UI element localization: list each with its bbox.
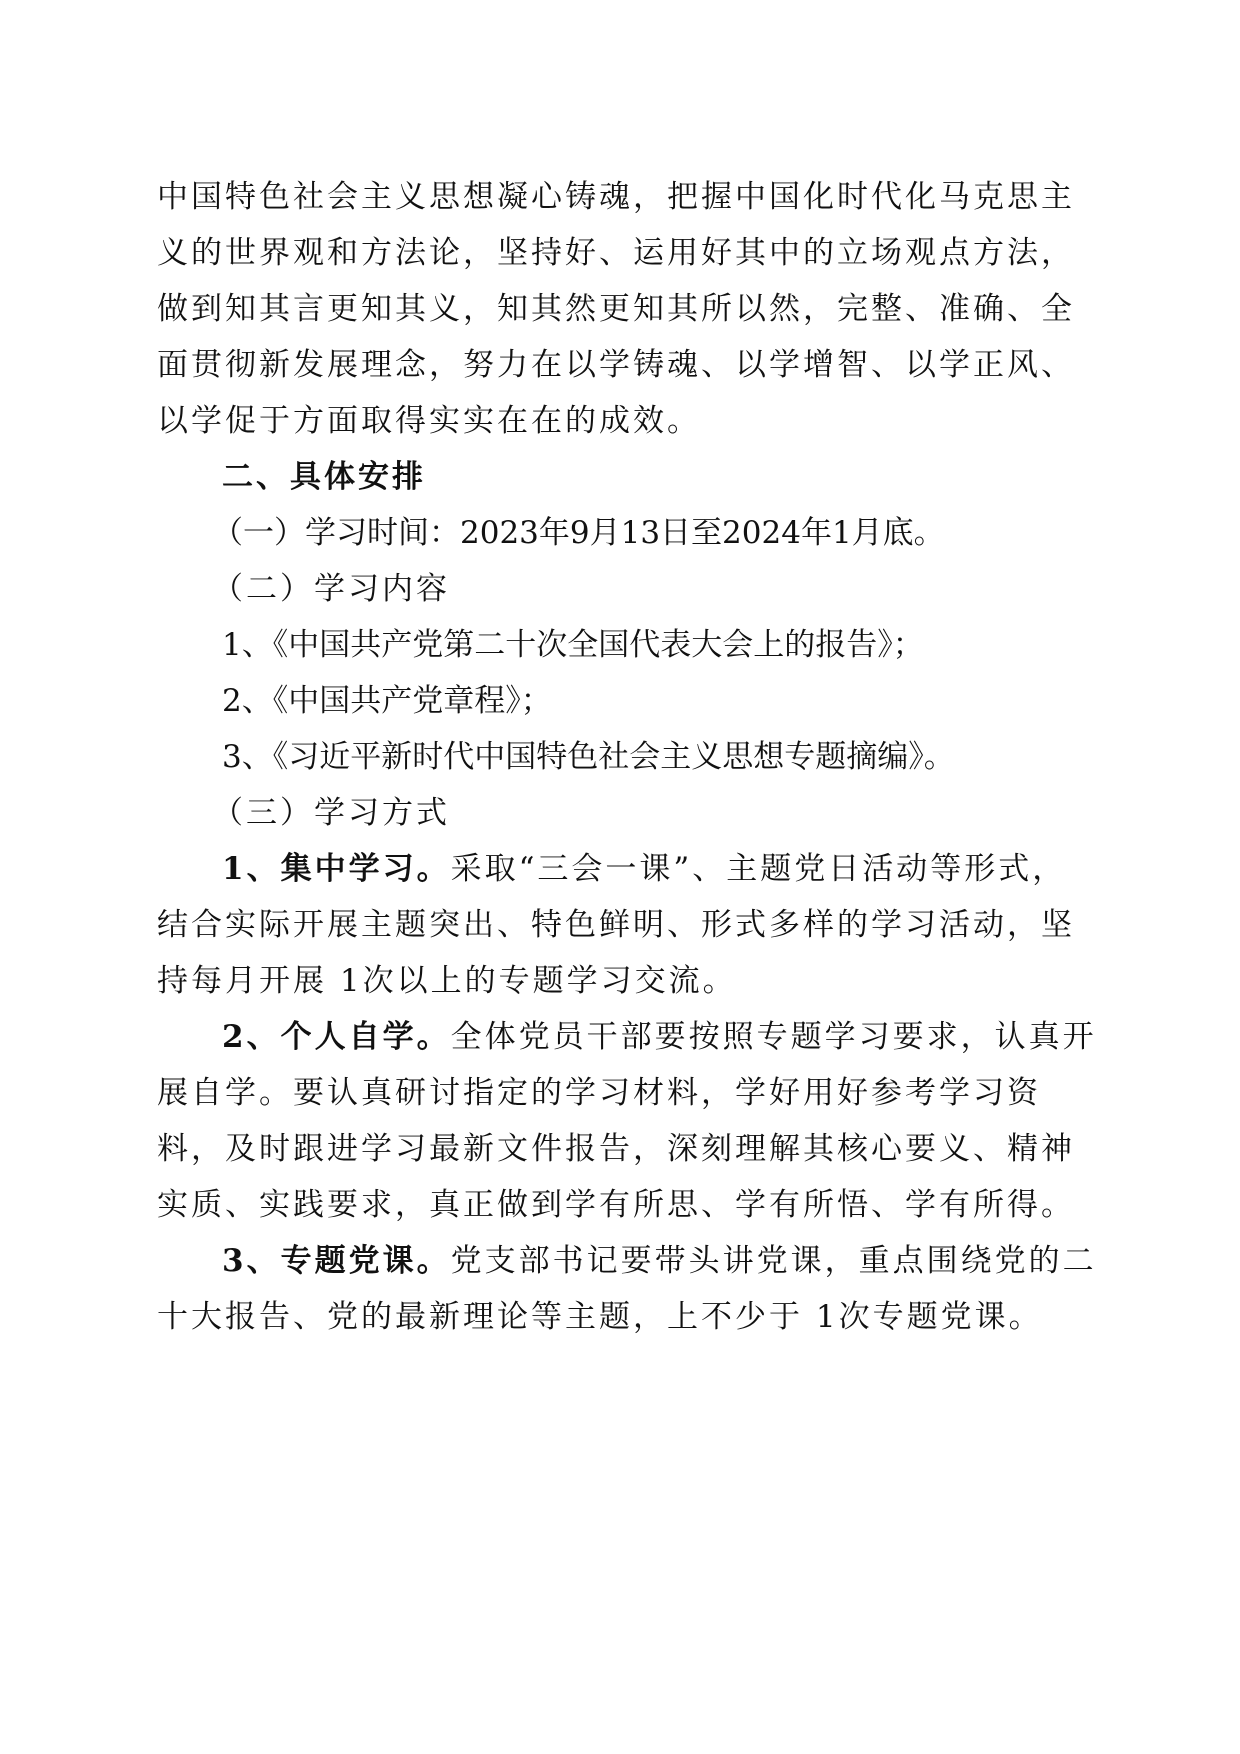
method-text: 党支部书记要带头讲党课，重点围绕党的二 — [450, 1243, 1097, 1279]
method-line: 料，及时跟进学习最新文件报告，深刻理解其核心要义、精神 — [157, 1131, 1075, 1167]
study-time: （一）学习时间：2023年9月13日至2024年1月底。 — [212, 515, 945, 551]
method-line: 展自学。要认真研讨指定的学习材料，学好用好参考学习资 — [157, 1075, 1041, 1111]
method-title: 2、个人自学。 — [222, 1019, 451, 1055]
method-paragraph-start — [0, 1017, 1240, 1057]
intro-line: 面贯彻新发展理念，努力在以学铸魂、以学增智、以学正风、 — [157, 347, 1075, 383]
method-line: 结合实际开展主题突出、特色鲜明、形式多样的学习活动，坚 — [157, 907, 1075, 943]
content-heading: （二）学习内容 — [212, 571, 450, 607]
method-line: 实质、实践要求，真正做到学有所思、学有所悟、学有所得。 — [157, 1187, 1075, 1223]
intro-line: 以学促于方面取得实实在在的成效。 — [157, 403, 701, 439]
method-heading: （三）学习方式 — [212, 795, 450, 831]
method-paragraph-start — [0, 1241, 1240, 1281]
method-title: 3、专题党课。 — [222, 1243, 451, 1279]
intro-line: 做到知其言更知其义，知其然更知其所以然，完整、准确、全 — [157, 291, 1075, 327]
content-item: 3、《习近平新时代中国特色社会主义思想专题摘编》。 — [222, 739, 955, 775]
section-heading: 二、具体安排 — [222, 459, 426, 495]
content-item: 2、《中国共产党章程》； — [222, 683, 552, 719]
method-title: 1、集中学习。 — [222, 851, 451, 887]
method-text: 采取“三会一课”、主题党日活动等形式， — [450, 851, 1067, 887]
method-text: 全体党员干部要按照专题学习要求，认真开 — [450, 1019, 1097, 1055]
intro-line: 中国特色社会主义思想凝心铸魂，把握中国化时代化马克思主 — [157, 179, 1075, 215]
method-line: 十大报告、党的最新理论等主题，上不少于 1次专题党课。 — [157, 1299, 1043, 1335]
content-item: 1、《中国共产党第二十次全国代表大会上的报告》； — [222, 627, 924, 663]
method-paragraph-start — [0, 849, 1240, 889]
method-line: 持每月开展 1次以上的专题学习交流。 — [157, 963, 737, 999]
intro-line: 义的世界观和方法论，坚持好、运用好其中的立场观点方法， — [157, 235, 1075, 271]
